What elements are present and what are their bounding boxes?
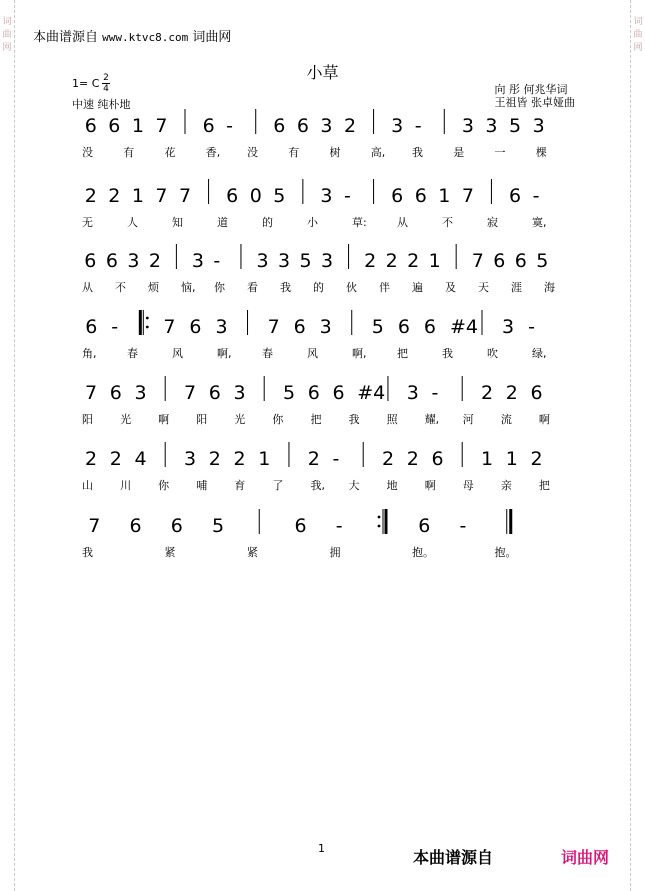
note-digit: 6 xyxy=(273,115,286,137)
lyric-syllable: 无 xyxy=(82,216,93,229)
note-digit: 6 xyxy=(530,382,543,404)
lyric-syllable: 恼, xyxy=(181,281,196,294)
note-digit: 3 xyxy=(233,382,246,404)
note-digit: #4 xyxy=(449,316,478,338)
lyric-syllable: 遍 xyxy=(412,281,423,294)
dash-note: - xyxy=(344,185,351,207)
lyric-syllable: 山 xyxy=(82,479,93,492)
note-digit: 3 xyxy=(321,250,334,272)
lyric-syllable: 阳 xyxy=(82,413,93,426)
note-digit: 1 xyxy=(131,185,144,207)
note-digit: 3 xyxy=(278,250,291,272)
note-digit: 3 xyxy=(215,316,228,338)
note-digit: 5 xyxy=(299,250,312,272)
note-digit: 3 xyxy=(320,115,333,137)
note-digit: 6 xyxy=(509,185,522,207)
lyric-syllable: 不 xyxy=(442,216,453,229)
lyric-syllable: 母 xyxy=(462,479,474,492)
lyric-syllable: 抱。 xyxy=(412,546,434,559)
lyric-syllable: 树 xyxy=(329,146,341,159)
dash-note: - xyxy=(528,316,535,338)
lyric-syllable: 大 xyxy=(348,479,360,492)
repeat-dot xyxy=(146,326,149,329)
note-digit: 7 xyxy=(183,382,197,404)
note-digit: 5 xyxy=(212,515,225,537)
lyric-syllable: 有 xyxy=(288,146,300,159)
note-digit: 2 xyxy=(84,185,97,207)
lyric-syllable: 抱。 xyxy=(494,546,517,559)
composer-credit: 王祖皆 张卓娅曲 xyxy=(494,96,575,109)
lyric-syllable: 你 xyxy=(214,281,225,294)
note-digit: 5 xyxy=(273,185,286,207)
lyric-syllable: 不 xyxy=(115,281,126,294)
lyric-syllable: 啊 xyxy=(424,479,436,492)
lyric-syllable: 看 xyxy=(247,281,258,294)
lyric-syllable: 把 xyxy=(538,479,550,492)
note-digit: 0 xyxy=(249,185,262,207)
lyric-syllable: 春 xyxy=(262,347,273,360)
dash-note: - xyxy=(459,515,467,537)
note-digit: 2 xyxy=(505,382,518,404)
side-watermark: 网 xyxy=(2,43,12,53)
lyric-syllable: 知 xyxy=(172,216,183,229)
lyric-syllable: 伙 xyxy=(346,281,357,294)
note-digit: 3 xyxy=(532,115,545,137)
note-digit: 7 xyxy=(461,185,474,207)
note-digit: 2 xyxy=(233,448,246,470)
lyric-syllable: 地 xyxy=(386,479,398,492)
repeat-dot xyxy=(378,516,381,519)
note-digit: 6 xyxy=(84,250,97,272)
repeat-dot xyxy=(378,525,381,528)
lyric-syllable: 寂 xyxy=(487,216,498,229)
note-digit: 6 xyxy=(109,382,122,404)
lyric-syllable: 烦 xyxy=(148,281,159,294)
lyric-syllable: 的 xyxy=(262,216,273,229)
note-digit: 6 xyxy=(293,316,306,338)
note-digit: 6 xyxy=(84,115,97,137)
dash-note: - xyxy=(532,185,540,207)
lyric-syllable: 啊, xyxy=(352,347,367,360)
note-digit: 6 xyxy=(332,382,345,404)
lyric-syllable: 寞, xyxy=(532,216,547,229)
note-digit: 1 xyxy=(480,448,494,470)
note-digit: 7 xyxy=(155,185,168,207)
lyric-syllable: 你 xyxy=(158,479,170,492)
note-digit: 3 xyxy=(183,448,197,470)
lyric-syllable: 草: xyxy=(352,216,367,229)
note-digit: #4 xyxy=(357,382,386,404)
lyric-syllable: 啊 xyxy=(538,413,550,426)
lyric-syllable: 没 xyxy=(247,146,258,159)
note-digit: 2 xyxy=(148,250,161,272)
note-digit: 6 xyxy=(189,316,202,338)
key-signature: 1= C xyxy=(72,77,100,90)
note-digit: 2 xyxy=(307,448,320,470)
lyric-syllable: 啊 xyxy=(158,413,170,426)
note-digit: 5 xyxy=(282,382,296,404)
lyric-syllable: 风 xyxy=(307,347,318,360)
lyric-syllable: 没 xyxy=(82,146,93,159)
lyric-syllable: 高, xyxy=(370,146,386,159)
note-digit: 2 xyxy=(109,448,122,470)
song-title: 小草 xyxy=(306,63,339,82)
note-digit: 7 xyxy=(84,382,98,404)
lyric-syllable: 照 xyxy=(386,413,398,426)
lyric-syllable: 哺 xyxy=(196,479,208,492)
note-digit: 2 xyxy=(530,448,543,470)
lyric-syllable: 从 xyxy=(397,216,408,229)
lyric-syllable: 育 xyxy=(234,479,246,492)
lyric-syllable: 紧 xyxy=(164,546,176,559)
note-digit: 2 xyxy=(381,448,395,470)
lyric-syllable: 了 xyxy=(272,479,284,492)
lyric-syllable: 伴 xyxy=(379,281,390,294)
lyric-syllable: 我, xyxy=(310,479,325,492)
lyric-syllable: 川 xyxy=(120,479,132,492)
note-digit: 6 xyxy=(129,515,142,537)
lyric-syllable: 我 xyxy=(348,413,360,426)
lyric-syllable: 道 xyxy=(217,216,228,229)
note-digit: 1 xyxy=(131,115,144,137)
dash-note: - xyxy=(335,515,343,537)
lyric-syllable: 从 xyxy=(82,281,93,294)
page-number: 1 xyxy=(318,842,325,855)
note-digit: 3 xyxy=(406,382,419,404)
lyric-syllable: 绿, xyxy=(532,347,547,360)
lyric-syllable: 拥 xyxy=(329,546,341,559)
note-digit: 6 xyxy=(493,250,506,272)
lyricist-credit: 向 彤 何兆华词 xyxy=(494,83,568,96)
lyric-syllable: 我 xyxy=(280,281,291,294)
lyric-syllable: 亲 xyxy=(500,479,512,492)
lyric-syllable: 海 xyxy=(544,281,555,294)
footer-site-name: 词曲网 xyxy=(561,848,610,867)
dash-note: - xyxy=(332,448,340,470)
lyric-syllable: 耀, xyxy=(424,413,440,426)
lyric-syllable: 一 xyxy=(494,146,506,159)
note-digit: 6 xyxy=(414,185,427,207)
dash-note: - xyxy=(414,115,422,137)
note-digit: 7 xyxy=(155,115,168,137)
note-digit: 4 xyxy=(134,448,147,470)
note-digit: 3 xyxy=(485,115,498,137)
note-digit: 6 xyxy=(431,448,444,470)
lyric-syllable: 你 xyxy=(272,413,284,426)
note-digit: 3 xyxy=(134,382,147,404)
lyric-syllable: 风 xyxy=(172,347,183,360)
note-digit: 6 xyxy=(307,382,320,404)
note-digit: 2 xyxy=(406,448,419,470)
note-digit: 3 xyxy=(127,250,140,272)
note-digit: 3 xyxy=(502,316,515,338)
lyric-syllable: 小 xyxy=(307,216,318,229)
note-digit: 6 xyxy=(105,250,118,272)
repeat-dot xyxy=(146,317,149,320)
note-digit: 3 xyxy=(391,115,404,137)
note-digit: 1 xyxy=(505,448,518,470)
note-digit: 3 xyxy=(320,185,333,207)
note-digit: 6 xyxy=(294,515,307,537)
note-digit: 6 xyxy=(423,316,436,338)
note-digit: 3 xyxy=(256,250,269,272)
lyric-syllable: 紧 xyxy=(247,546,258,559)
lyric-syllable: 的 xyxy=(313,281,324,294)
time-signature-top: 2 xyxy=(103,73,109,83)
dash-note: - xyxy=(213,250,221,272)
lyric-syllable: 有 xyxy=(123,146,135,159)
note-digit: 6 xyxy=(170,515,183,537)
note-digit: 2 xyxy=(208,448,221,470)
lyric-syllable: 把 xyxy=(397,347,408,360)
note-digit: 7 xyxy=(163,316,176,338)
lyric-syllable: 我 xyxy=(82,546,93,559)
dash-note: - xyxy=(431,382,439,404)
lyric-syllable: 吹 xyxy=(487,347,498,360)
note-digit: 6 xyxy=(108,115,121,137)
note-digit: 6 xyxy=(418,515,431,537)
side-watermark: 词 xyxy=(2,17,12,27)
note-digit: 2 xyxy=(407,250,420,272)
note-digit: 5 xyxy=(371,316,384,338)
note-digit: 6 xyxy=(226,185,239,207)
lyric-syllable: 春 xyxy=(127,347,138,360)
lyric-syllable: 我 xyxy=(442,347,453,360)
note-digit: 1 xyxy=(258,448,271,470)
tempo-marking: 中速 纯朴地 xyxy=(72,98,131,111)
side-watermark: 网 xyxy=(633,43,643,53)
dash-note: - xyxy=(111,316,119,338)
header-url[interactable]: www.ktvc8.com xyxy=(102,31,189,44)
lyric-syllable: 人 xyxy=(127,216,138,229)
note-digit: 7 xyxy=(88,515,101,537)
lyric-syllable: 光 xyxy=(234,413,246,426)
note-digit: 6 xyxy=(208,382,221,404)
lyric-syllable: 天 xyxy=(478,281,489,294)
note-digit: 1 xyxy=(428,250,441,272)
note-digit: 7 xyxy=(471,250,484,272)
note-digit: 2 xyxy=(385,250,398,272)
header-site-name: 本曲谱源自 xyxy=(33,30,99,45)
lyric-syllable: 流 xyxy=(500,413,512,426)
lyric-syllable: 河 xyxy=(462,413,474,426)
note-digit: 6 xyxy=(202,115,215,137)
note-digit: 3 xyxy=(461,115,474,137)
note-digit: 2 xyxy=(480,382,494,404)
note-digit: 6 xyxy=(391,185,404,207)
note-digit: 2 xyxy=(364,250,377,272)
note-digit: 5 xyxy=(509,115,522,137)
note-digit: 2 xyxy=(84,448,98,470)
note-digit: 6 xyxy=(85,316,98,338)
footer-brand: 本曲谱源自 xyxy=(413,848,494,867)
lyric-syllable: 光 xyxy=(120,413,132,426)
side-watermark: 曲 xyxy=(2,30,12,40)
lyric-syllable: 角, xyxy=(82,347,97,360)
lyric-syllable: 涯 xyxy=(511,281,522,294)
dash-note: - xyxy=(226,115,234,137)
note-digit: 7 xyxy=(267,316,280,338)
note-digit: 2 xyxy=(108,185,121,207)
lyric-syllable: 棵 xyxy=(535,146,547,159)
note-digit: 6 xyxy=(514,250,527,272)
note-digit: 3 xyxy=(319,316,332,338)
lyric-syllable: 啊, xyxy=(217,347,232,360)
time-signature-bottom: 4 xyxy=(103,84,109,94)
note-digit: 6 xyxy=(296,115,309,137)
lyric-syllable: 是 xyxy=(453,146,465,159)
note-digit: 6 xyxy=(397,316,410,338)
note-digit: 3 xyxy=(191,250,205,272)
header-site-label: 词曲网 xyxy=(192,30,232,45)
side-watermark: 词 xyxy=(633,17,643,27)
lyric-syllable: 我 xyxy=(412,146,423,159)
lyric-syllable: 香, xyxy=(205,146,221,159)
side-watermark: 曲 xyxy=(633,30,643,40)
note-digit: 7 xyxy=(179,185,192,207)
lyric-syllable: 及 xyxy=(445,281,456,294)
note-digit: 2 xyxy=(344,115,357,137)
lyric-syllable: 花 xyxy=(164,146,176,159)
lyric-syllable: 把 xyxy=(310,413,322,426)
lyric-syllable: 阳 xyxy=(196,413,208,426)
note-digit: 1 xyxy=(438,185,451,207)
note-digit: 5 xyxy=(536,250,549,272)
